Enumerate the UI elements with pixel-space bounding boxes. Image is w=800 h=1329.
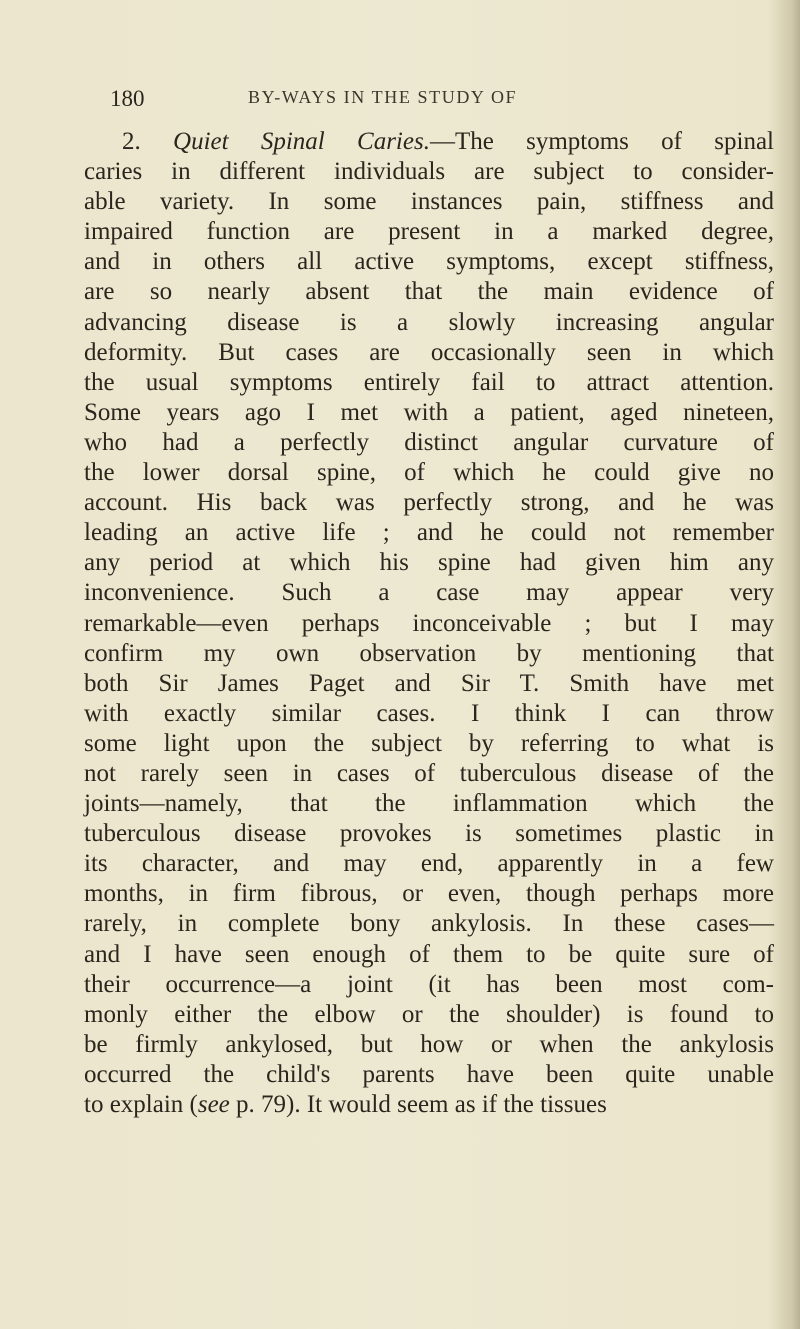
text-line: the lower dorsal spine, of which he could give no	[84, 459, 774, 487]
running-title: BY-WAYS IN THE STUDY OF	[248, 87, 518, 107]
body-paragraph	[84, 127, 774, 1120]
text-line-content: —The symptoms of spinal	[429, 128, 774, 155]
text-line: impaired function are present in a marked degree,	[84, 218, 774, 246]
text-line: rarely, in complete bony ankylosis. In these cases—	[84, 910, 774, 938]
text-line: joints—namely, that the inflammation which the	[84, 790, 774, 818]
text-line: inconvenience. Such a case may appear very	[84, 579, 774, 607]
text-line: caries in different individuals are subject to consider-	[84, 158, 774, 186]
text-line: its character, and may end, apparently in a few	[84, 850, 774, 878]
text-line: and I have seen enough of them to be quite sure of	[84, 940, 774, 968]
text-line: the usual symptoms entirely fail to attract attention.	[84, 368, 774, 396]
text-line: their occurrence—a joint (it has been most com-	[84, 970, 774, 998]
text-line: remarkable—even perhaps inconceivable ; but I may	[84, 609, 774, 637]
text-line: deformity. But cases are occasionally seen in which	[84, 338, 774, 366]
text-line	[84, 127, 774, 157]
text-line: both Sir James Paget and Sir T. Smith have met	[84, 669, 774, 697]
text-line-content: to explain (	[84, 1091, 198, 1118]
text-line: account. His back was perfectly strong, and he was	[84, 489, 774, 517]
text-line-content: p. 79). It would seem as if the tissues	[229, 1091, 607, 1118]
text-line: tuberculous disease provokes is sometimes plastic in	[84, 820, 774, 848]
text-line: any period at which his spine had given him any	[84, 549, 774, 577]
section-heading: Quiet Spinal Caries.	[173, 128, 430, 155]
text-line: monly either the elbow or the shoulder) is found to	[84, 1000, 774, 1028]
text-line: be firmly ankylosed, but how or when the ankylosis	[84, 1030, 774, 1058]
text-line	[84, 1090, 774, 1120]
text-line: Some years ago I met with a patient, aged nineteen,	[84, 398, 774, 426]
text-line: not rarely seen in cases of tuberculous disease of the	[84, 759, 774, 787]
text-line: able variety. In some instances pain, stiffness and	[84, 188, 774, 216]
text-line: with exactly similar cases. I think I can throw	[84, 699, 774, 727]
text-line: confirm my own observation by mentioning that	[84, 639, 774, 667]
paragraph-number: 2.	[122, 128, 141, 155]
text-line: occurred the child's parents have been quite unable	[84, 1060, 774, 1088]
text-line: and in others all active symptoms, except stiffness,	[84, 248, 774, 276]
text-line: are so nearly absent that the main evidence of	[84, 278, 774, 306]
text-line: leading an active life ; and he could not remember	[84, 519, 774, 547]
text-line: months, in firm fibrous, or even, though perhaps more	[84, 880, 774, 908]
running-head	[110, 86, 670, 116]
text-line: some light upon the subject by referring to what is	[84, 729, 774, 757]
text-line: who had a perfectly distinct angular curvature of	[84, 428, 774, 456]
see-reference: see	[197, 1091, 230, 1118]
page-number: 180	[110, 86, 145, 111]
text-line: advancing disease is a slowly increasing angular	[84, 308, 774, 336]
